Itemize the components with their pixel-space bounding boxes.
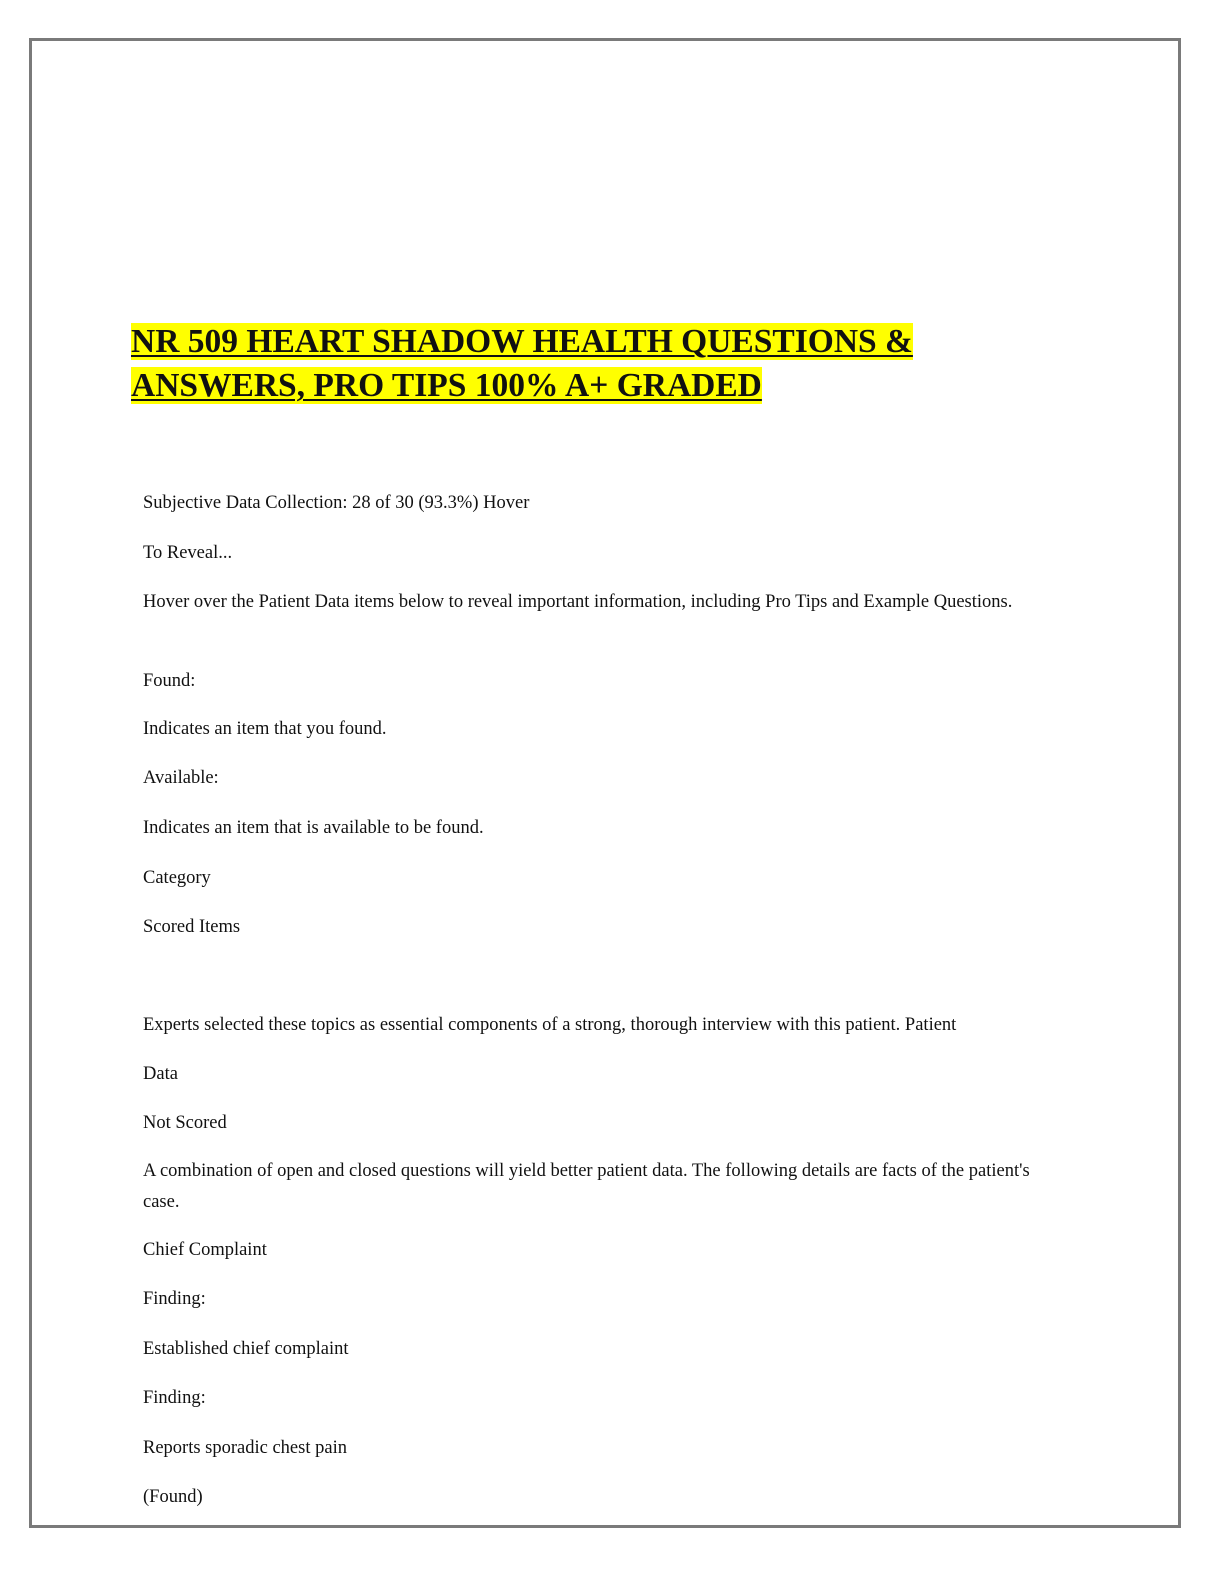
found-description: Indicates an item that you found. [143, 719, 387, 739]
combination-questions-text: A combination of open and closed questions will yield better patient data. The following details are facts of the patient's case. [143, 1161, 1030, 1212]
data-label: Data [143, 1064, 178, 1084]
finding-value: Established chief complaint [143, 1339, 349, 1359]
hover-instructions: Hover over the Patient Data items below to reveal important information, including Pro Tips and Example Questions. [143, 592, 1013, 612]
chief-complaint-heading: Chief Complaint [143, 1240, 267, 1260]
found-status: (Found) [143, 1487, 203, 1507]
title-line-1: NR 509 HEART SHADOW HEALTH QUESTIONS & [131, 323, 913, 360]
finding-label: Finding: [143, 1388, 206, 1408]
finding-label: Finding: [143, 1289, 206, 1309]
found-label: Found: [143, 671, 196, 691]
finding-value: Reports sporadic chest pain [143, 1438, 347, 1458]
available-description: Indicates an item that is available to be found. [143, 818, 484, 838]
available-label: Available: [143, 768, 219, 788]
to-reveal-text: To Reveal... [143, 543, 233, 563]
document-title [131, 320, 1011, 408]
not-scored-label: Not Scored [143, 1113, 227, 1133]
title-line-2: ANSWERS, PRO TIPS 100% A+ GRADED [131, 367, 762, 404]
experts-description: Experts selected these topics as essential components of a strong, thorough interview with this patient. Patient [143, 1015, 957, 1035]
scored-items-label: Scored Items [143, 917, 241, 937]
category-label: Category [143, 868, 211, 888]
subjective-data-score: Subjective Data Collection: 28 of 30 (93.3%) Hover [143, 493, 530, 513]
